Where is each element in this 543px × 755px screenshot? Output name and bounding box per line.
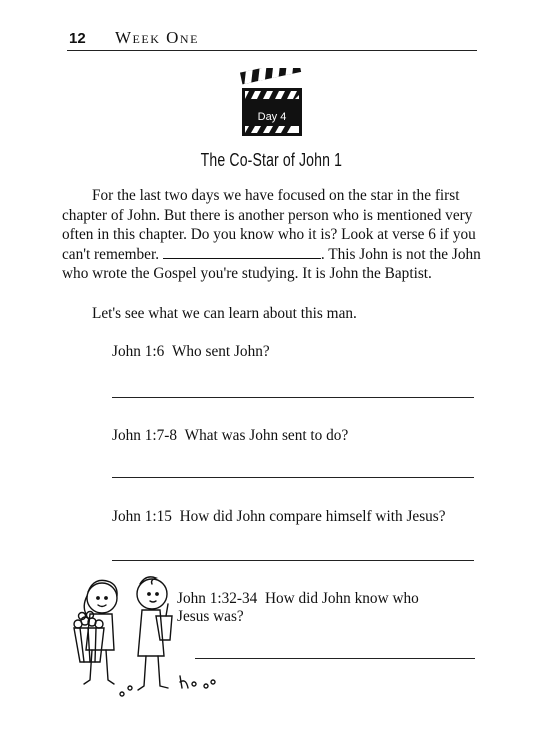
intro-line: Let's see what we can learn about this man. (92, 305, 357, 322)
intro-paragraph (62, 186, 482, 284)
section-title: Week One (115, 28, 199, 47)
page-header (67, 28, 477, 51)
question-text: What was John sent to do? (184, 427, 349, 444)
kids-illustration (60, 570, 220, 700)
question-1 (112, 343, 270, 361)
page-title: The Co-Star of John 1 (200, 150, 343, 170)
question-text: How did John know who (264, 590, 419, 607)
answer-line-4[interactable] (195, 658, 475, 659)
answer-blank-inline[interactable] (163, 246, 321, 259)
question-text-cont: Jesus was? (177, 608, 244, 625)
page-number: 12 (69, 30, 86, 47)
day-label: Day 4 (257, 111, 287, 123)
clapperboard-icon (238, 68, 304, 138)
question-ref: John 1:32-34 (177, 590, 258, 607)
answer-line-1[interactable] (112, 397, 474, 398)
paragraph-text-1: For the last two days we have focused on the star in the first chapter of John. But there is another person who is mentioned very often in this chapter. Do you know who it is? Look at verse 6 if you can't remember. (62, 187, 476, 263)
question-2 (112, 427, 348, 445)
paragraph-text-2: . This John is not the John who wrote the Gospel you're studying. It is John the Baptist. (62, 245, 481, 283)
question-ref: John 1:6 (112, 343, 165, 360)
question-text: How did John compare himself with Jesus? (179, 508, 446, 525)
question-text: Who sent John? (171, 343, 270, 360)
question-ref: John 1:15 (112, 508, 172, 525)
answer-line-3[interactable] (112, 560, 474, 561)
question-3 (112, 508, 446, 526)
answer-line-2[interactable] (112, 477, 474, 478)
question-ref: John 1:7-8 (112, 427, 178, 444)
